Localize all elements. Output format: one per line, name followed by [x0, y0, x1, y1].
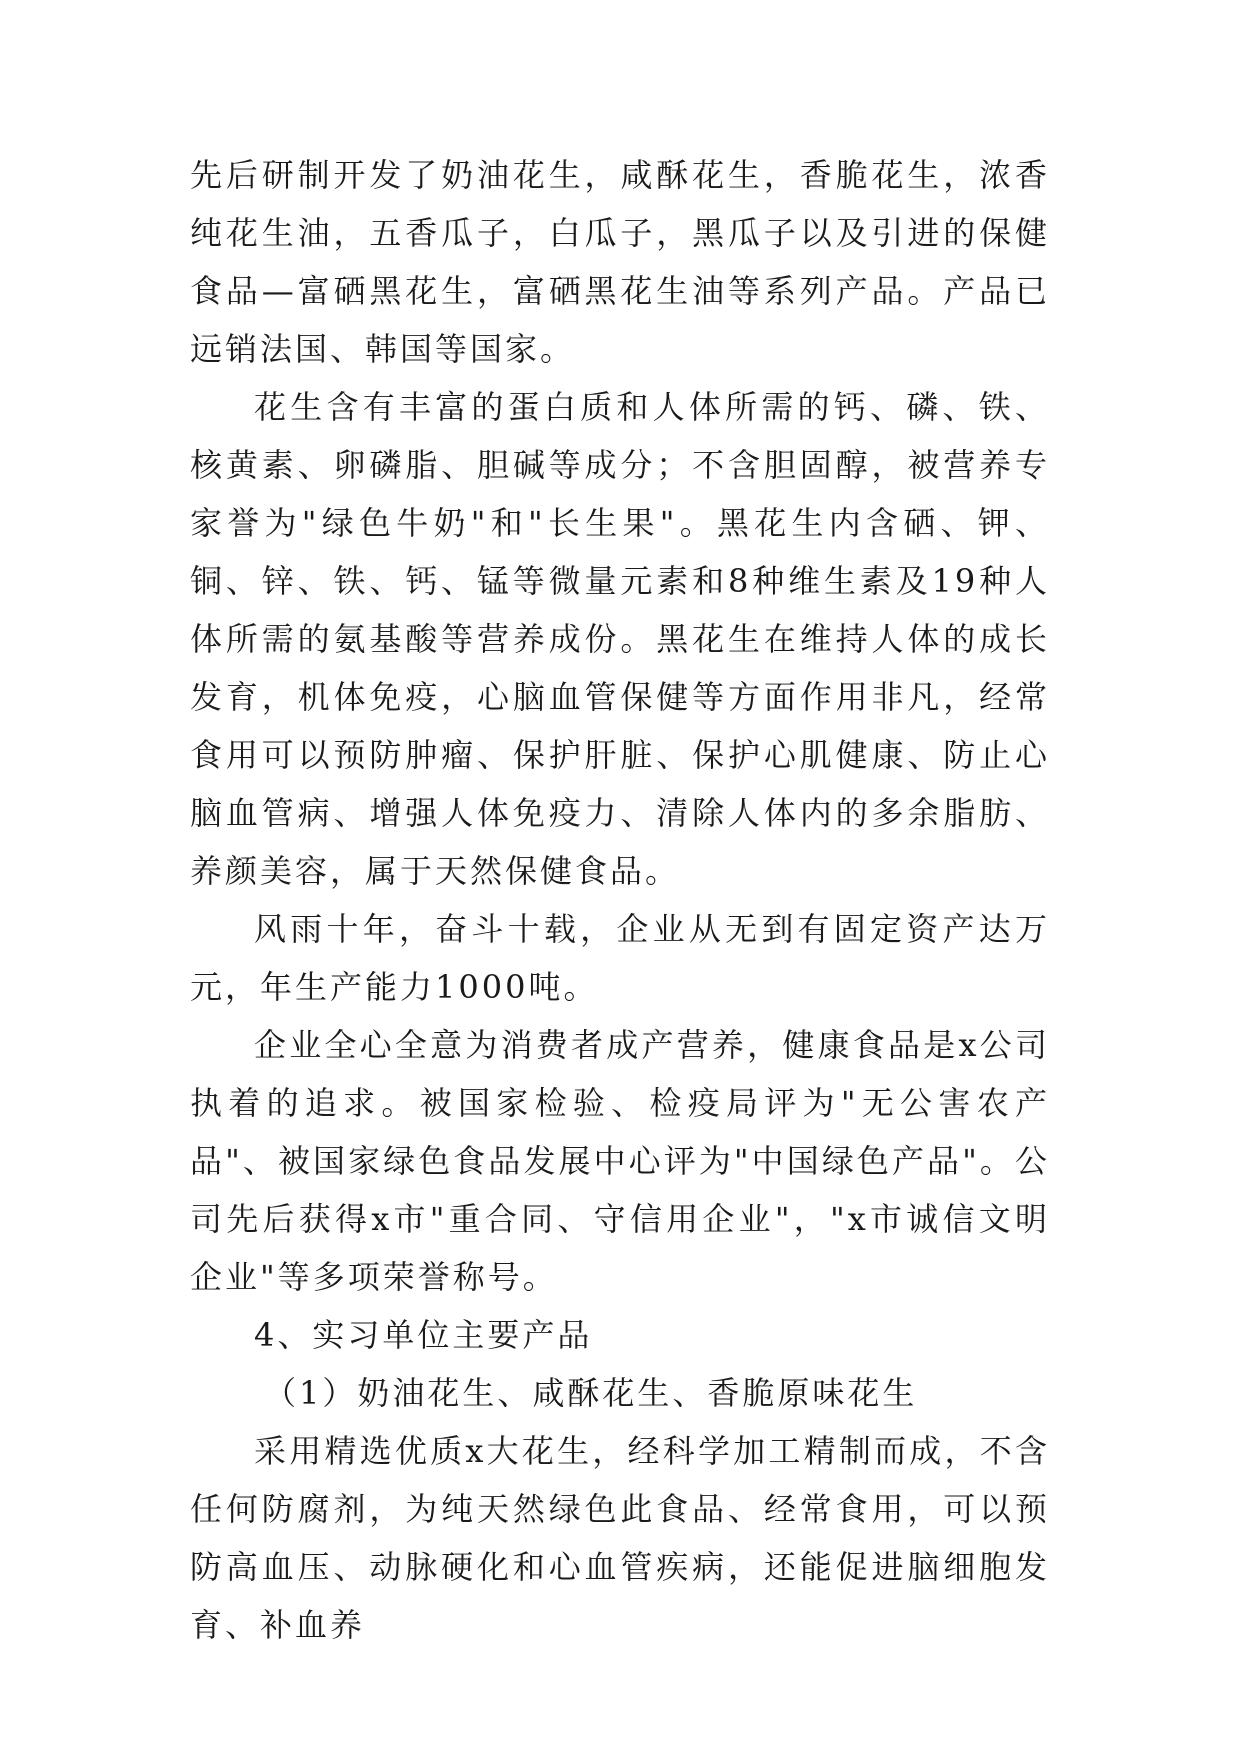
- subsection-heading-peanut-products: （1）奶油花生、咸酥花生、香脆原味花生: [264, 1374, 918, 1412]
- paragraph-product-development: 先后研制开发了奶油花生，咸酥花生，香脆花生，浓香纯花生油，五香瓜子，白瓜子，黑瓜子以及引进的保健食品—富硒黑花生，富硒黑花生油等系列产品。产品已远销法国、韩国等国家。: [190, 156, 1050, 368]
- paragraph-company-growth: 风雨十年，奋斗十载，企业从无到有固定资产达万元，年生产能力1000吨。: [190, 910, 1050, 1006]
- section-heading-main-products: 4、实习单位主要产品: [254, 1316, 593, 1354]
- paragraph-company-honors: 企业全心全意为消费者成产营养，健康食品是x公司执着的追求。被国家检验、检疫局评为"无公害农产品"、被国家绿色食品发展中心评为"中国绿色产品"。公司先后获得x市"重合同、守信用企业"，"x市诚信文明企业"等多项荣誉称号。: [190, 1026, 1050, 1296]
- paragraph-peanut-product-description: 采用精选优质x大花生，经科学加工精制而成，不含任何防腐剂，为纯天然绿色此食品、经常食用，可以预防高血压、动脉硬化和心血管疾病，还能促进脑细胞发育、补血养: [190, 1432, 1050, 1644]
- paragraph-peanut-nutrition: 花生含有丰富的蛋白质和人体所需的钙、磷、铁、核黄素、卵磷脂、胆碱等成分；不含胆固醇，被营养专家誉为"绿色牛奶"和"长生果"。黑花生内含硒、钾、铜、锌、铁、钙、锰等微量元素和8种维生素及19种人体所需的氨基酸等营养成份。黑花生在维持人体的成长发育，机体免疫，心脑血管保健等方面作用非凡，经常食用可以预防肿瘤、保护肝脏、保护心肌健康、防止心脑血管病、增强人体免疫力、清除人体内的多余脂肪、养颜美容，属于天然保健食品。: [190, 388, 1050, 890]
- document-body: [190, 146, 1050, 1654]
